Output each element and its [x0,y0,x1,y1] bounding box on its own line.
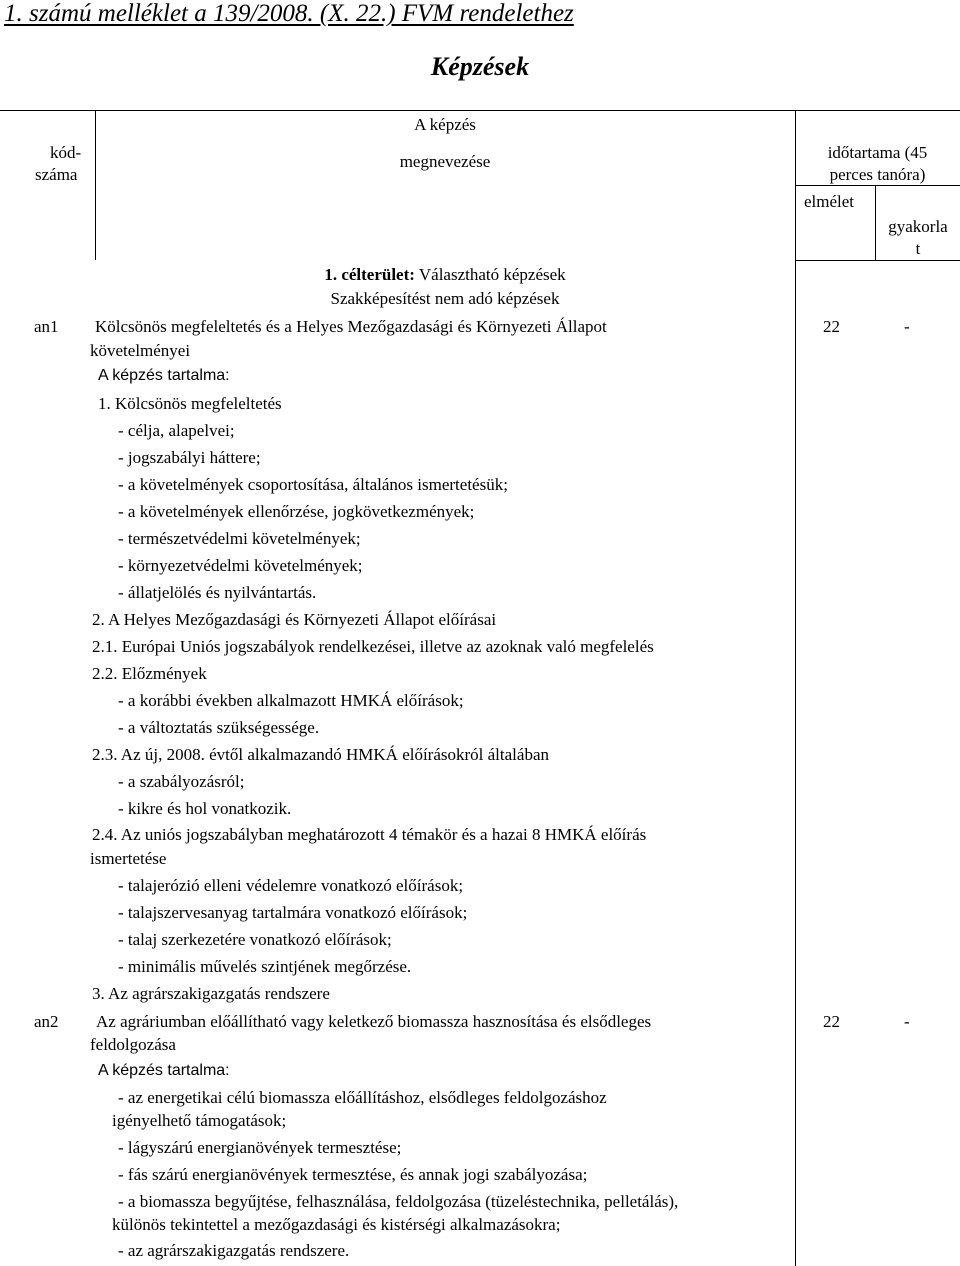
an2-line-1: igényelhető támogatások; [112,1111,287,1130]
an1-line-22: 3. Az agrárszakigazgatás rendszere [92,984,330,1003]
column-divider-duration [795,110,796,1266]
header-code: kód- [50,143,82,162]
row-name-an2-line2: feldolgozása [90,1035,176,1054]
header-practice-2: t [915,239,921,258]
row-theory-an1: 22 [823,317,840,336]
header-bottom-border [795,260,960,261]
row-name-an1-line2: követelményei [90,341,191,360]
row-content-label-an2: A képzés tartalma: [98,1062,230,1079]
row-content-label-an1: A képzés tartalma: [98,367,230,384]
an1-line-15: - kikre és hol vonatkozik. [118,799,292,818]
header-name: megnevezése [399,152,491,171]
row-theory-an2: 22 [823,1012,840,1031]
section-title-bold: 1. célterület: [324,265,415,284]
an2-line-4: - a biomassza begyűjtése, felhasználása, feldolgozása (tüzeléstechnika, pelletálás), [118,1192,679,1211]
an2-line-3: - fás szárú energianövények termesztése, és annak jogi szabályozása; [118,1165,588,1184]
an1-line-5: - természetvédelmi követelmények; [118,529,361,548]
an1-line-4: - a követelmények ellenőrzése, jogkövetkezmények; [118,502,475,521]
duration-header-divider [795,185,960,186]
an1-line-19: - talajszervesanyag tartalmára vonatkozó előírások; [118,903,468,922]
an1-line-9: 2.1. Európai Uniós jogszabályok rendelkezései, illetve az azoknak való megfelelés [92,637,654,656]
row-code-an1: an1 [34,317,59,336]
document-title: Képzések [430,52,530,81]
an2-line-6: - az agrárszakigazgatás rendszere. [118,1241,350,1260]
header-duration-2: perces tanóra) [829,165,926,184]
header-practice-1: gyakorla [888,217,948,236]
an1-line-16: 2.4. Az uniós jogszabályban meghatározott 4 témakör és a hazai 8 HMKÁ előírás [92,825,647,844]
an1-line-11: - a korábbi években alkalmazott HMKÁ előírások; [118,691,464,710]
row-practice-an2: - [904,1012,910,1031]
an1-line-18: - talajerózió elleni védelemre vonatkozó előírások; [118,876,464,895]
table-top-border [0,110,960,111]
header-training: A képzés [414,115,476,134]
an1-line-3: - a követelmények csoportosítása, általános ismertetésük; [118,475,508,494]
row-name-an1-line1: Kölcsönös megfeleltetés és a Helyes Mezőgazdasági és Környezeti Állapot [95,317,607,336]
an1-line-2: - jogszabályi háttere; [118,448,261,467]
header-duration-1: időtartama (45 [827,143,928,162]
section-title [95,265,795,285]
an1-line-10: 2.2. Előzmények [92,664,207,683]
an2-line-2: - lágyszárú energianövények termesztése; [118,1138,402,1157]
row-name-an2-line1: Az agráriumban előállítható vagy keletkező biomassza hasznosítása és elsődleges [96,1012,652,1031]
header-number: száma [35,165,78,184]
an1-line-1: - célja, alapelvei; [118,421,235,440]
an1-line-6: - környezetvédelmi követelmények; [118,556,363,575]
section-title-rest: Választható képzések [414,265,566,284]
an1-line-17: ismertetése [90,849,167,868]
row-code-an2: an2 [34,1012,59,1031]
an1-line-13: 2.3. Az új, 2008. évtől alkalmazandó HMKÁ előírásokról általában [92,745,549,764]
regulation-header: 1. számú melléklet a 139/2008. (X. 22.) FVM rendelethez [4,0,574,27]
an1-line-20: - talaj szerkezetére vonatkozó előírások; [118,930,392,949]
header-theory: elmélet [804,192,855,211]
an2-line-5: különös tekintettel a mezőgazdasági és kistérségi alkalmazásokra; [112,1215,561,1234]
an1-line-0: 1. Kölcsönös megfeleltetés [98,394,282,413]
an1-line-8: 2. A Helyes Mezőgazdasági és Környezeti Állapot előírásai [92,610,497,629]
an1-line-21: - minimális művelés szintjének megőrzése. [118,957,412,976]
row-practice-an1: - [904,317,910,336]
an1-line-14: - a szabályozásról; [118,772,245,791]
section-subtitle: Szakképesítést nem adó képzések [330,289,560,308]
an2-line-0: - az energetikai célú biomassza előállításhoz, elsődleges feldolgozáshoz [118,1088,607,1107]
an1-line-7: - állatjelölés és nyilvántartás. [118,583,317,602]
an1-line-12: - a változtatás szükségessége. [118,718,320,737]
